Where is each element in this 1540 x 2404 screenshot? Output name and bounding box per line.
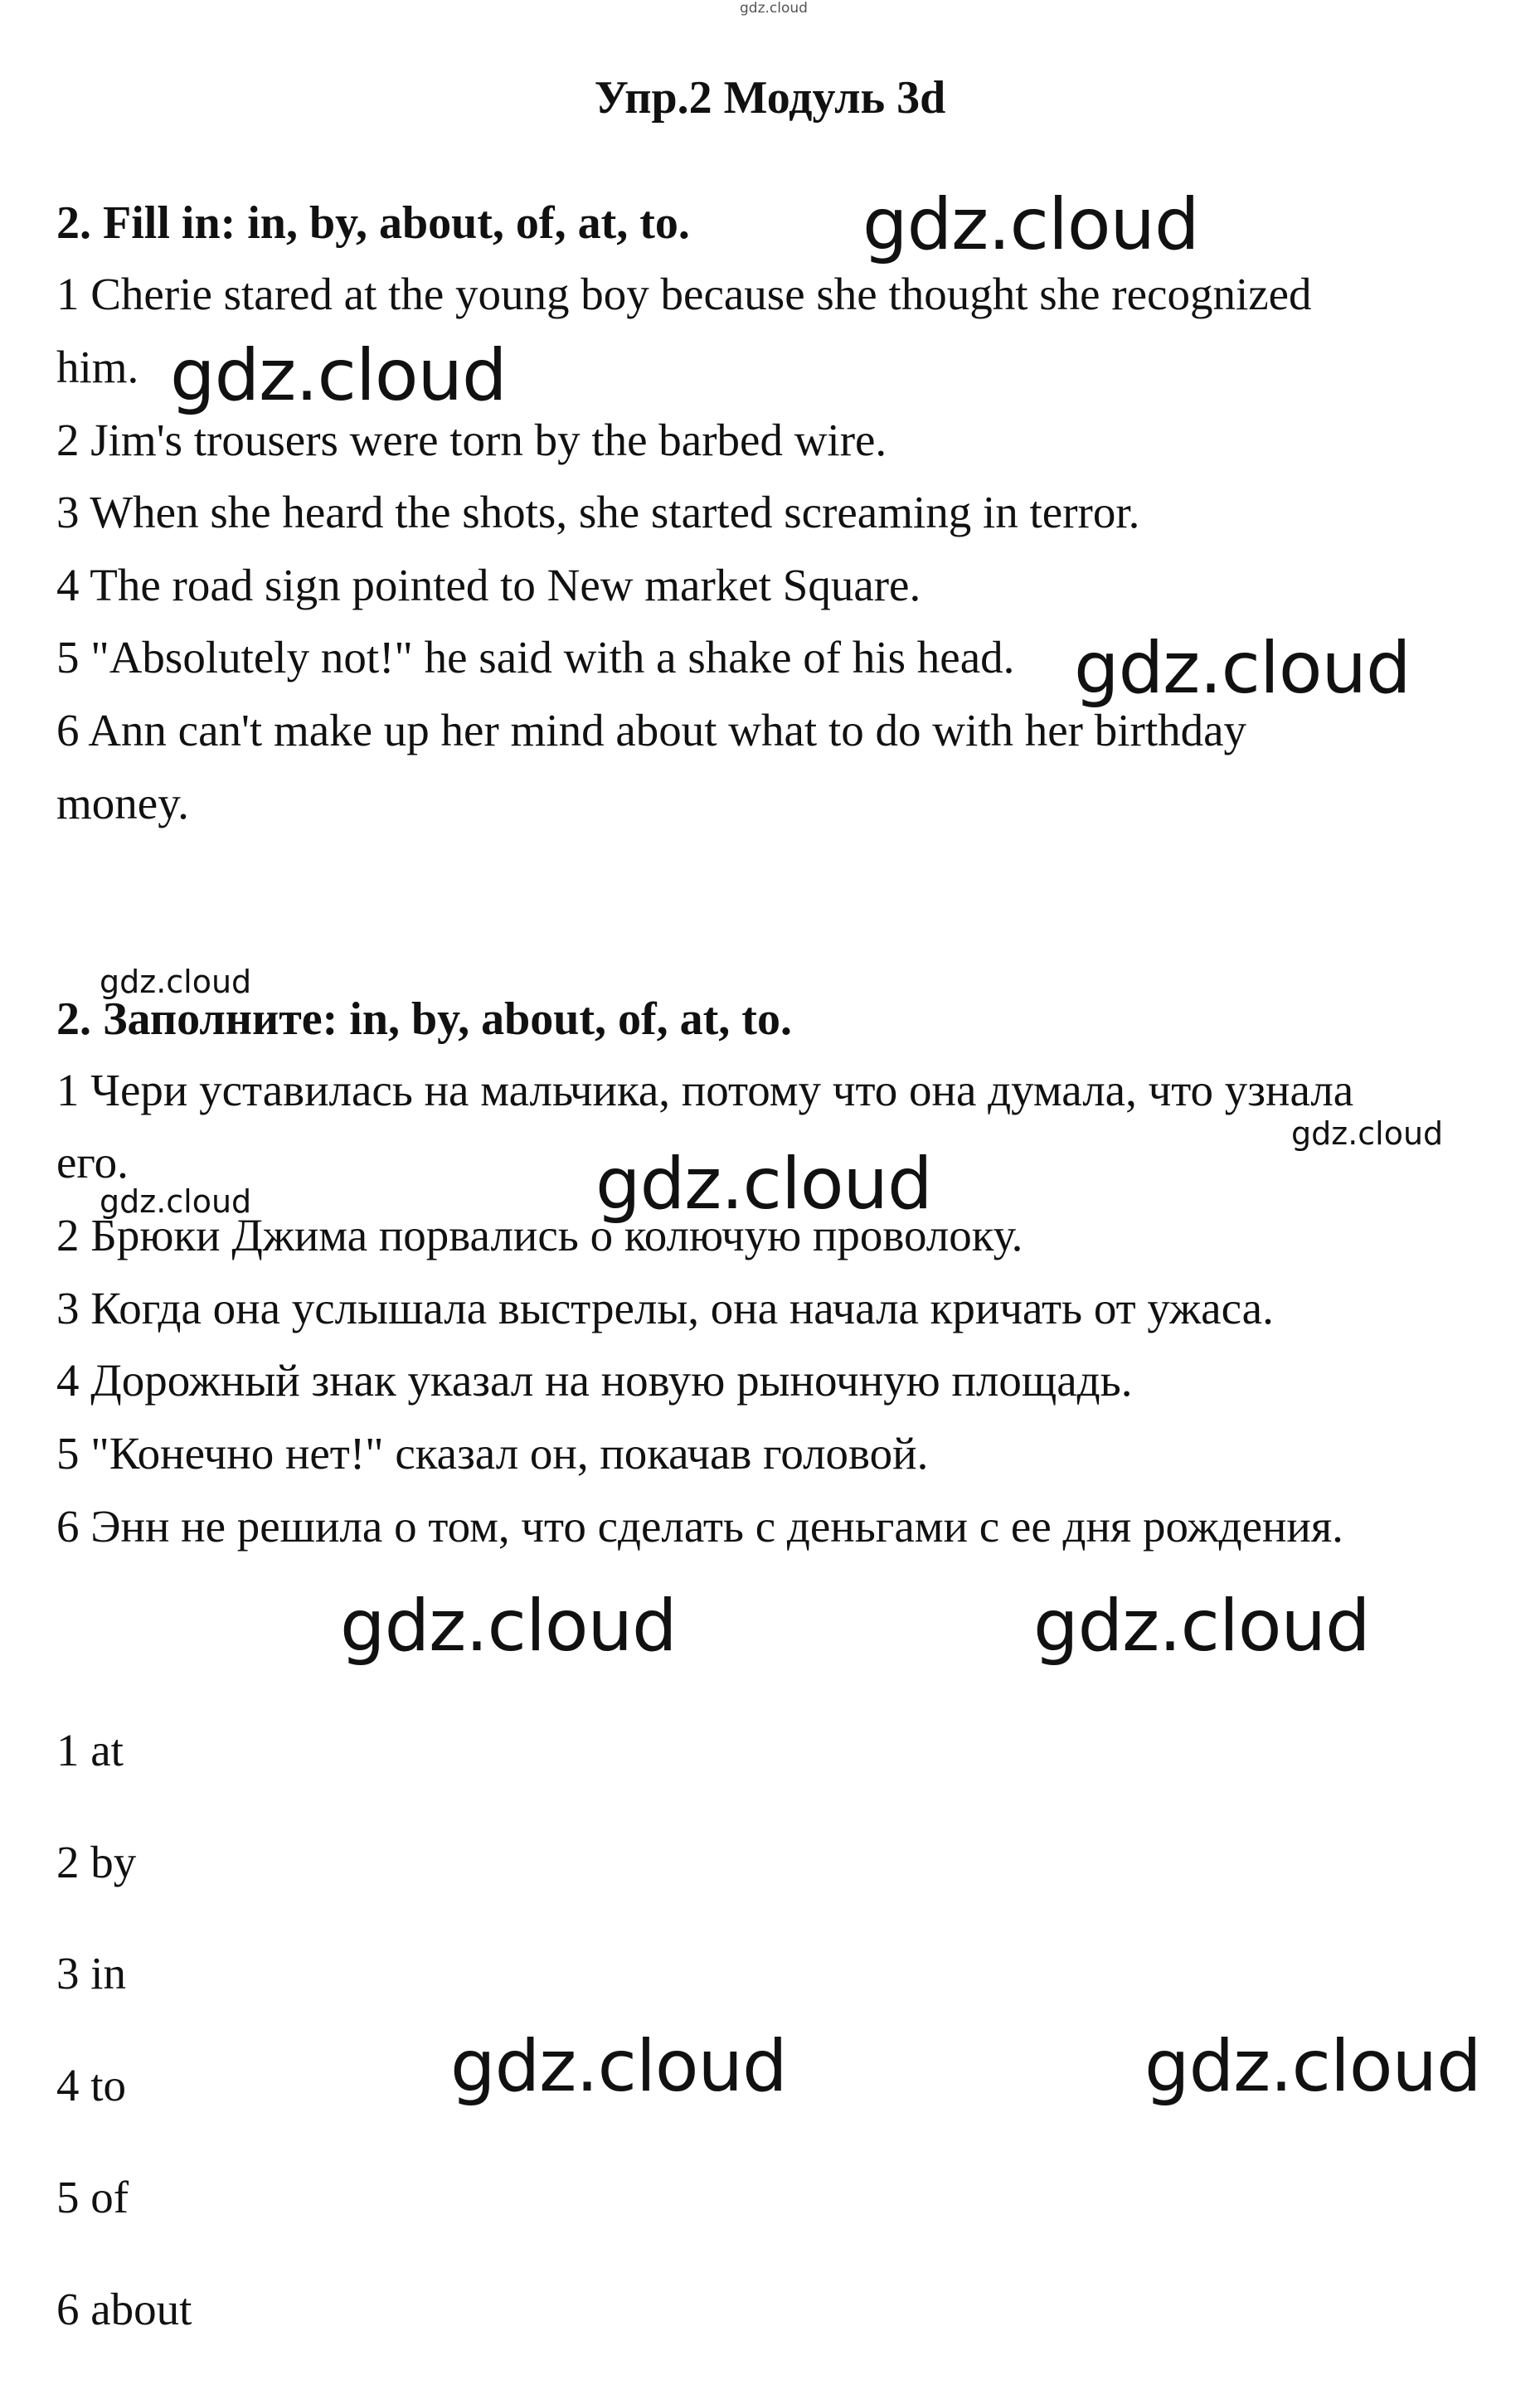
english-line: 3 When she heard the shots, she started screaming in terror. <box>56 487 1140 537</box>
watermark: gdz.cloud <box>100 964 252 1000</box>
russian-line: 1 Чери уставилась на мальчика, потому что она думала, что узнала <box>56 1065 1354 1115</box>
english-line: him. <box>56 342 139 392</box>
watermark-tiny: gdz.cloud <box>740 0 808 17</box>
english-line: money. <box>56 778 189 828</box>
russian-line: 5 "Конечно нет!" сказал он, покачав головой. <box>56 1428 929 1479</box>
watermark: gdz.cloud <box>340 1585 677 1668</box>
russian-line: 2 Брюки Джима порвались о колючую проволоку. <box>56 1210 1023 1260</box>
english-line: 5 "Absolutely not!" he said with a shake of his head. <box>56 632 1015 682</box>
answer-item: 2 by <box>56 1837 137 1887</box>
answer-item: 5 of <box>56 2172 129 2222</box>
russian-line: 4 Дорожный знак указал на новую рыночную площадь. <box>56 1355 1133 1406</box>
answer-item: 1 at <box>56 1725 124 1775</box>
english-line: 6 Ann can't make up her mind about what to do with her birthday <box>56 705 1247 755</box>
answer-item: 4 to <box>56 2060 127 2110</box>
answer-item: 3 in <box>56 1948 127 1998</box>
russian-line: 6 Энн не решила о том, что сделать с деньгами с ее дня рождения. <box>56 1501 1343 1552</box>
watermark: gdz.cloud <box>595 1143 932 1226</box>
english-heading: 2. Fill in: in, by, about, of, at, to. <box>56 197 690 249</box>
watermark: gdz.cloud <box>100 1183 252 1220</box>
watermark: gdz.cloud <box>170 334 507 417</box>
watermark: gdz.cloud <box>1144 2025 1481 2108</box>
watermark: gdz.cloud <box>1033 1585 1370 1668</box>
russian-heading: 2. Заполните: in, by, about, of, at, to. <box>56 993 792 1045</box>
answer-item: 6 about <box>56 2284 192 2334</box>
english-line: 1 Cherie stared at the young boy because she thought she recognized <box>56 269 1312 319</box>
russian-line: его. <box>56 1137 129 1187</box>
watermark: gdz.cloud <box>1291 1115 1444 1152</box>
english-line: 4 The road sign pointed to New market Square. <box>56 560 921 610</box>
watermark: gdz.cloud <box>862 183 1199 266</box>
russian-line: 3 Когда она услышала выстрелы, она начала кричать от ужаса. <box>56 1283 1274 1333</box>
watermark: gdz.cloud <box>1074 627 1411 710</box>
page-title: Упр.2 Модуль 3d <box>594 72 946 124</box>
watermark: gdz.cloud <box>450 2025 787 2108</box>
english-line: 2 Jim's trousers were torn by the barbed wire. <box>56 415 887 465</box>
